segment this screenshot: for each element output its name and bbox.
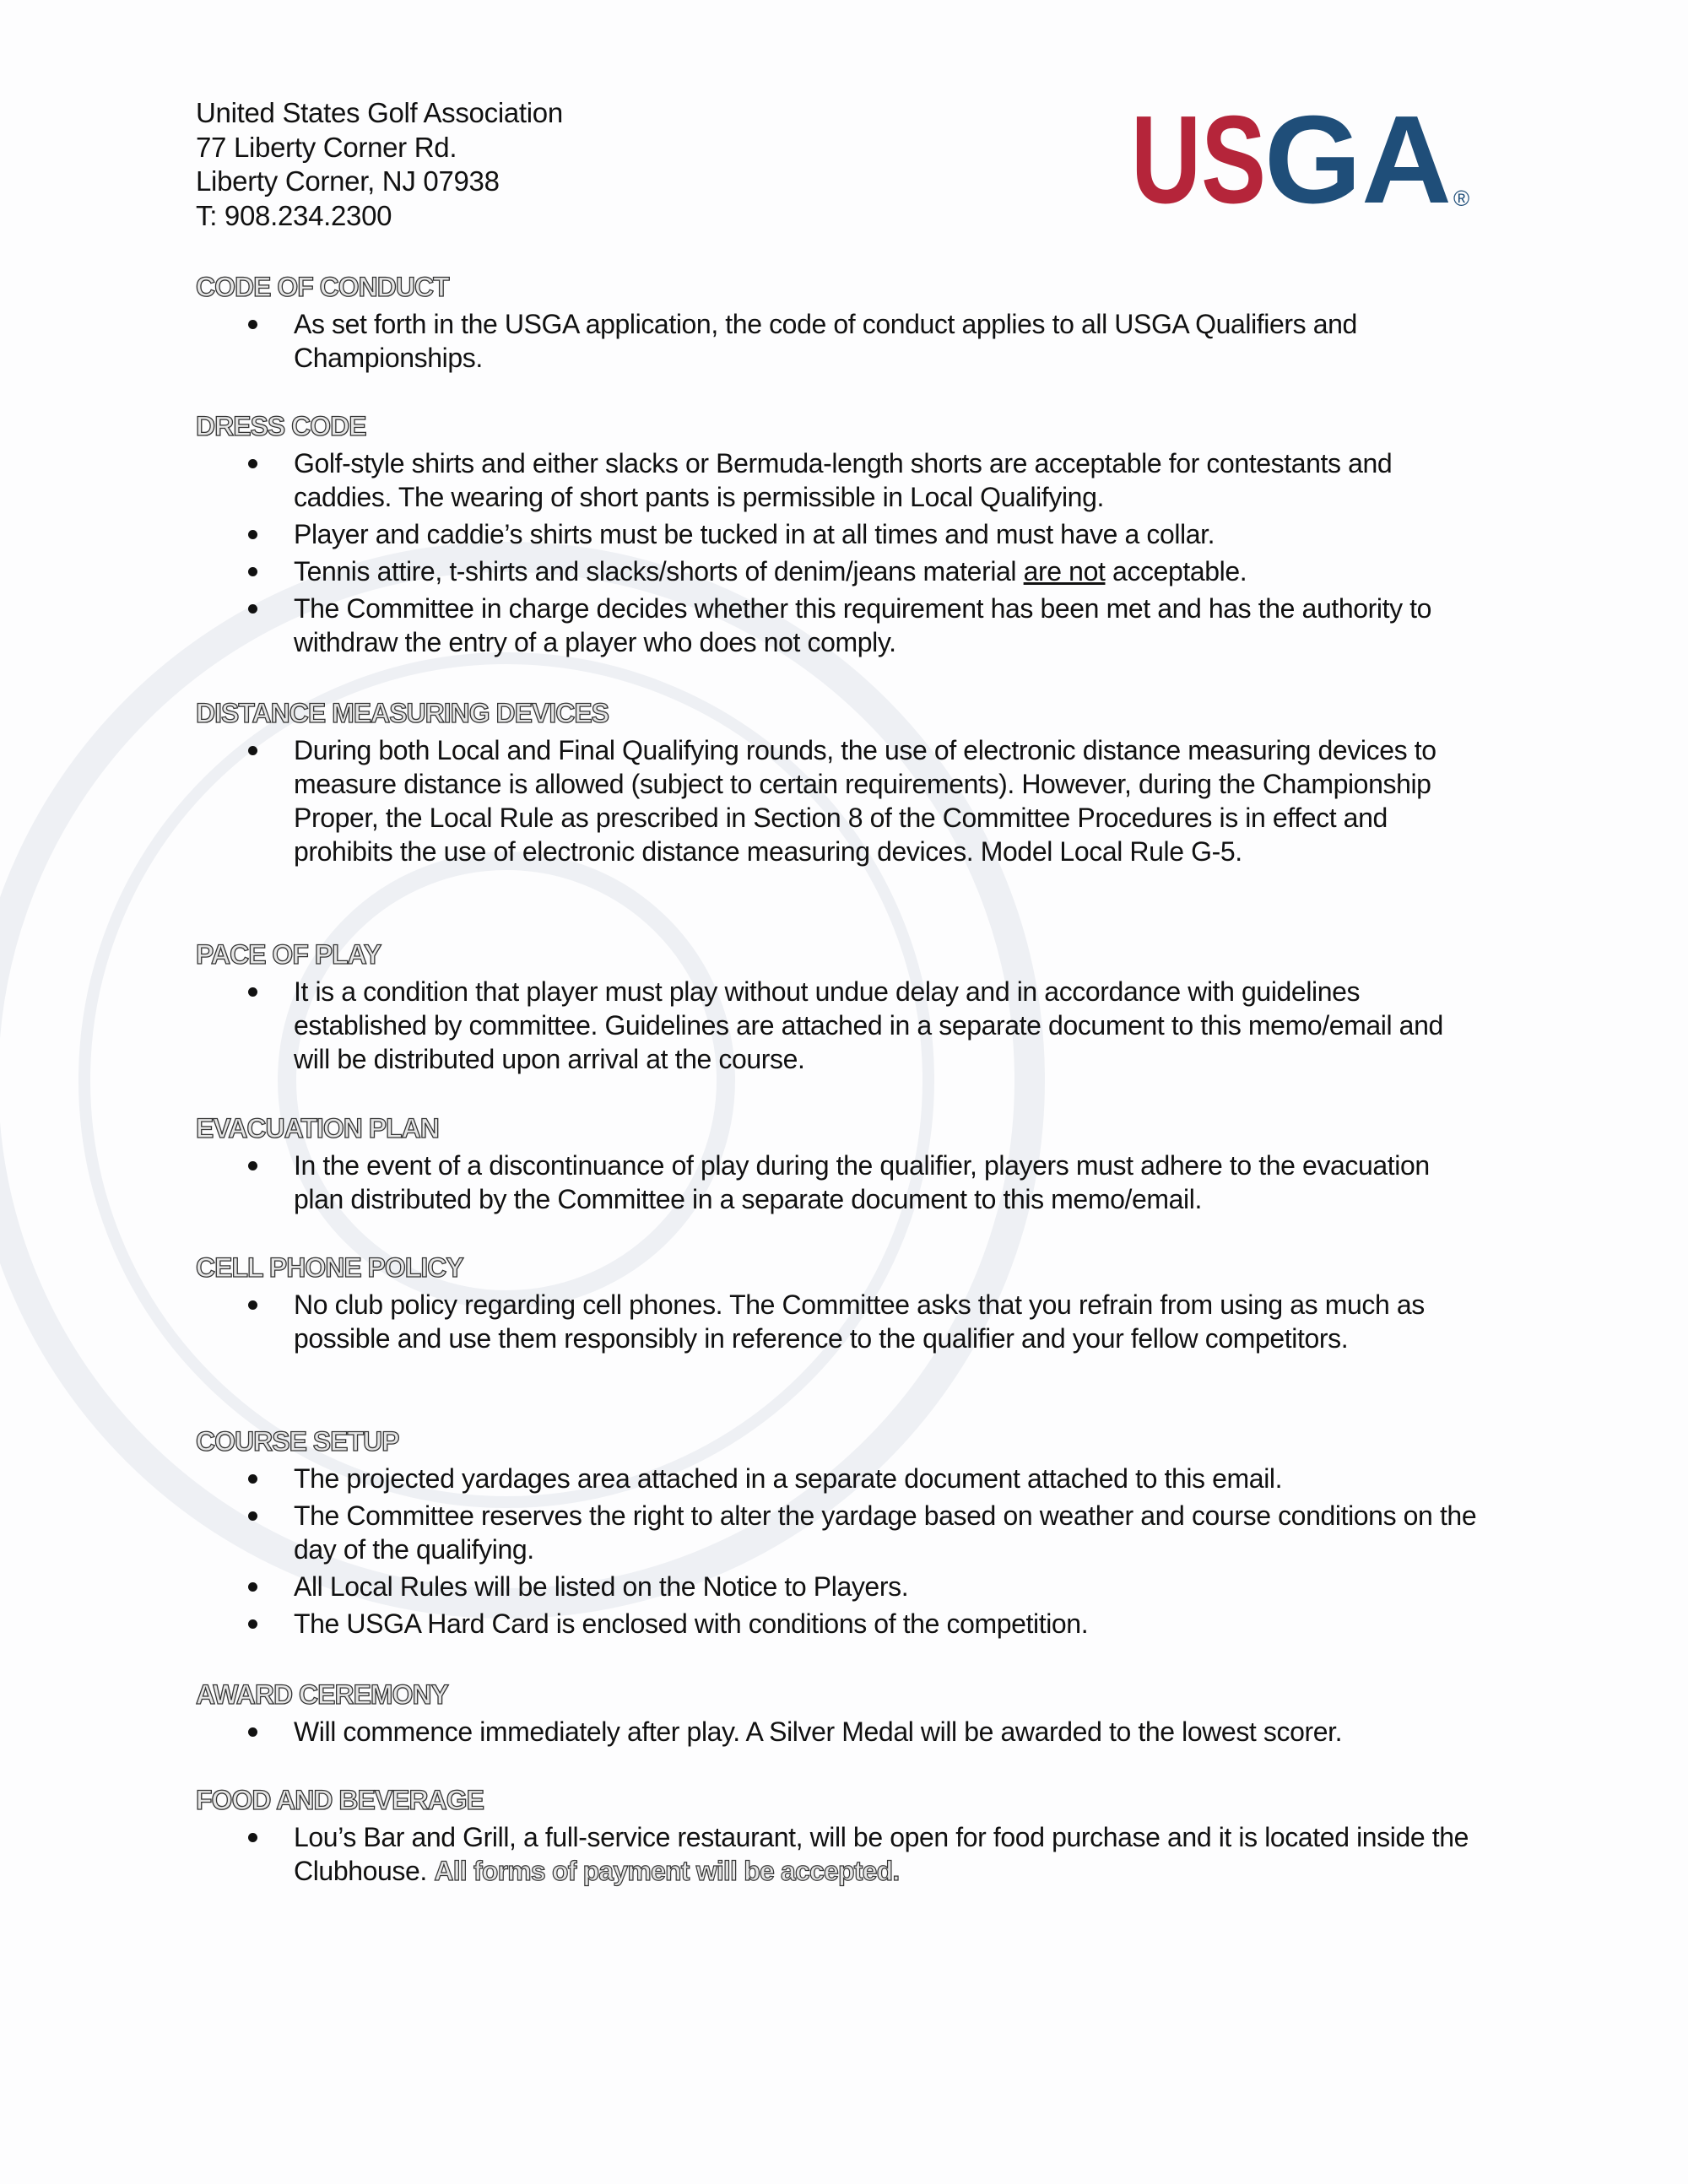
bullet-icon — [248, 604, 257, 614]
item-text: The Committee reserves the right to alter the yardage based on weather and course conditions on the day of the qualifying. — [294, 1500, 1477, 1565]
bullet-list — [196, 1820, 1485, 1888]
item-text-before: Tennis attire, t-shirts and slacks/shorts of denim/jeans material — [294, 556, 1024, 587]
bullet-icon — [248, 459, 257, 468]
list-item — [196, 554, 1485, 588]
item-text: The Committee in charge decides whether this requirement has been met and has the authority to withdraw the entry of a player who does not comply. — [294, 593, 1432, 657]
list-item — [196, 517, 1485, 551]
registered-mark: ® — [1453, 186, 1470, 211]
section-heading: EVACUATION PLAN — [196, 1113, 439, 1143]
item-text: Golf-style shirts and either slacks or Bermuda-length shorts are acceptable for contestants and caddies. The wearing of short pants is permissible in Local Qualifying. — [294, 448, 1393, 512]
list-item — [196, 1288, 1485, 1355]
bullet-icon — [248, 530, 257, 539]
section-award-ceremony — [196, 1678, 1485, 1752]
section-heading: CELL PHONE POLICY — [196, 1252, 463, 1283]
bullet-icon — [248, 1161, 257, 1170]
section-heading: COURSE SETUP — [196, 1426, 399, 1457]
bullet-icon — [248, 320, 257, 329]
bullet-list — [196, 1288, 1485, 1355]
bullet-icon — [248, 1727, 257, 1737]
address-line: Liberty Corner, NJ 07938 — [196, 165, 500, 197]
bullet-list — [196, 1462, 1485, 1641]
list-item — [196, 1570, 1485, 1603]
list-item — [196, 446, 1485, 514]
section-code-of-conduct — [196, 270, 1485, 378]
list-item — [196, 1820, 1485, 1888]
section-cell-phone-policy — [196, 1251, 1485, 1359]
bullet-icon — [248, 1511, 257, 1521]
phone-line: T: 908.234.2300 — [196, 199, 392, 231]
section-evacuation-plan — [196, 1111, 1485, 1219]
section-heading: DRESS CODE — [196, 411, 366, 441]
section-heading: CODE OF CONDUCT — [196, 272, 449, 302]
item-text: No club policy regarding cell phones. The Committee asks that you refrain from using as much as possible and use them responsibly in reference to the qualifier and your fellow competitors. — [294, 1289, 1425, 1354]
bullet-list — [196, 733, 1485, 868]
bullet-icon — [248, 1474, 257, 1484]
item-text: All Local Rules will be listed on the Notice to Players. — [294, 1571, 909, 1602]
item-text-underlined: are not — [1023, 556, 1106, 587]
list-item — [196, 1149, 1485, 1216]
bullet-icon — [248, 1619, 257, 1629]
list-item — [196, 1499, 1485, 1566]
item-text: Player and caddie’s shirts must be tucked in at all times and must have a collar. — [294, 519, 1215, 549]
sender-address — [196, 96, 563, 233]
section-course-setup — [196, 1424, 1485, 1644]
item-text-after: acceptable. — [1105, 556, 1247, 587]
section-heading: AWARD CEREMONY — [196, 1679, 448, 1710]
bullet-list — [196, 1149, 1485, 1216]
section-distance-measuring-devices — [196, 696, 1485, 872]
list-item — [196, 1462, 1485, 1495]
logo-us: US — [1131, 101, 1266, 219]
bullet-icon — [248, 746, 257, 755]
section-pace-of-play — [196, 938, 1485, 1079]
item-text: In the event of a discontinuance of play during the qualifier, players must adhere to the evacuation plan distributed by the Committee in a separate document to this memo/email. — [294, 1150, 1430, 1214]
item-text-before: Lou’s Bar and Grill, a full-service restaurant, will be open for food purchase and it is located inside the Clubhouse. — [294, 1822, 1469, 1886]
bullet-icon — [248, 1300, 257, 1310]
section-dress-code — [196, 409, 1485, 662]
section-heading: FOOD AND BEVERAGE — [196, 1785, 484, 1815]
list-item — [196, 592, 1485, 659]
logo-ga: GA — [1264, 101, 1452, 219]
item-text: As set forth in the USGA application, the code of conduct applies to all USGA Qualifiers and Championships. — [294, 309, 1357, 373]
item-text: It is a condition that player must play without undue delay and in accordance with guidelines established by committee. Guidelines are attached in a separate document to this memo/email and will be distributed upon arrival at the course. — [294, 976, 1443, 1074]
list-item — [196, 733, 1485, 868]
bullet-list — [196, 307, 1485, 375]
item-text: The projected yardages area attached in a separate document attached to this email. — [294, 1463, 1283, 1494]
bullet-icon — [248, 567, 257, 576]
bullet-icon — [248, 1833, 257, 1842]
section-food-and-beverage — [196, 1783, 1485, 1891]
item-text: During both Local and Final Qualifying rounds, the use of electronic distance measuring devices to measure distance is allowed (subject to certain requirements). However, during the Championship Proper, the Local Rule as prescribed in Section 8 of the Committee Procedures is in effect and prohibits the use of electronic distance measuring devices. Model Local Rule G-5. — [294, 735, 1436, 867]
section-heading: PACE OF PLAY — [196, 939, 381, 970]
item-text-outlined: All forms of payment will be accepted. — [434, 1856, 900, 1886]
bullet-list — [196, 975, 1485, 1076]
bullet-icon — [248, 987, 257, 997]
address-line: 77 Liberty Corner Rd. — [196, 131, 457, 163]
usga-logo — [1129, 101, 1484, 219]
item-text: The USGA Hard Card is enclosed with conditions of the competition. — [294, 1608, 1089, 1639]
list-item — [196, 975, 1485, 1076]
list-item — [196, 1607, 1485, 1641]
bullet-icon — [248, 1582, 257, 1592]
list-item — [196, 1715, 1485, 1749]
bullet-list — [196, 1715, 1485, 1749]
section-heading: DISTANCE MEASURING DEVICES — [196, 698, 609, 728]
address-line: United States Golf Association — [196, 97, 563, 128]
list-item — [196, 307, 1485, 375]
bullet-list — [196, 446, 1485, 659]
item-text: Will commence immediately after play. A Silver Medal will be awarded to the lowest scorer. — [294, 1716, 1343, 1747]
